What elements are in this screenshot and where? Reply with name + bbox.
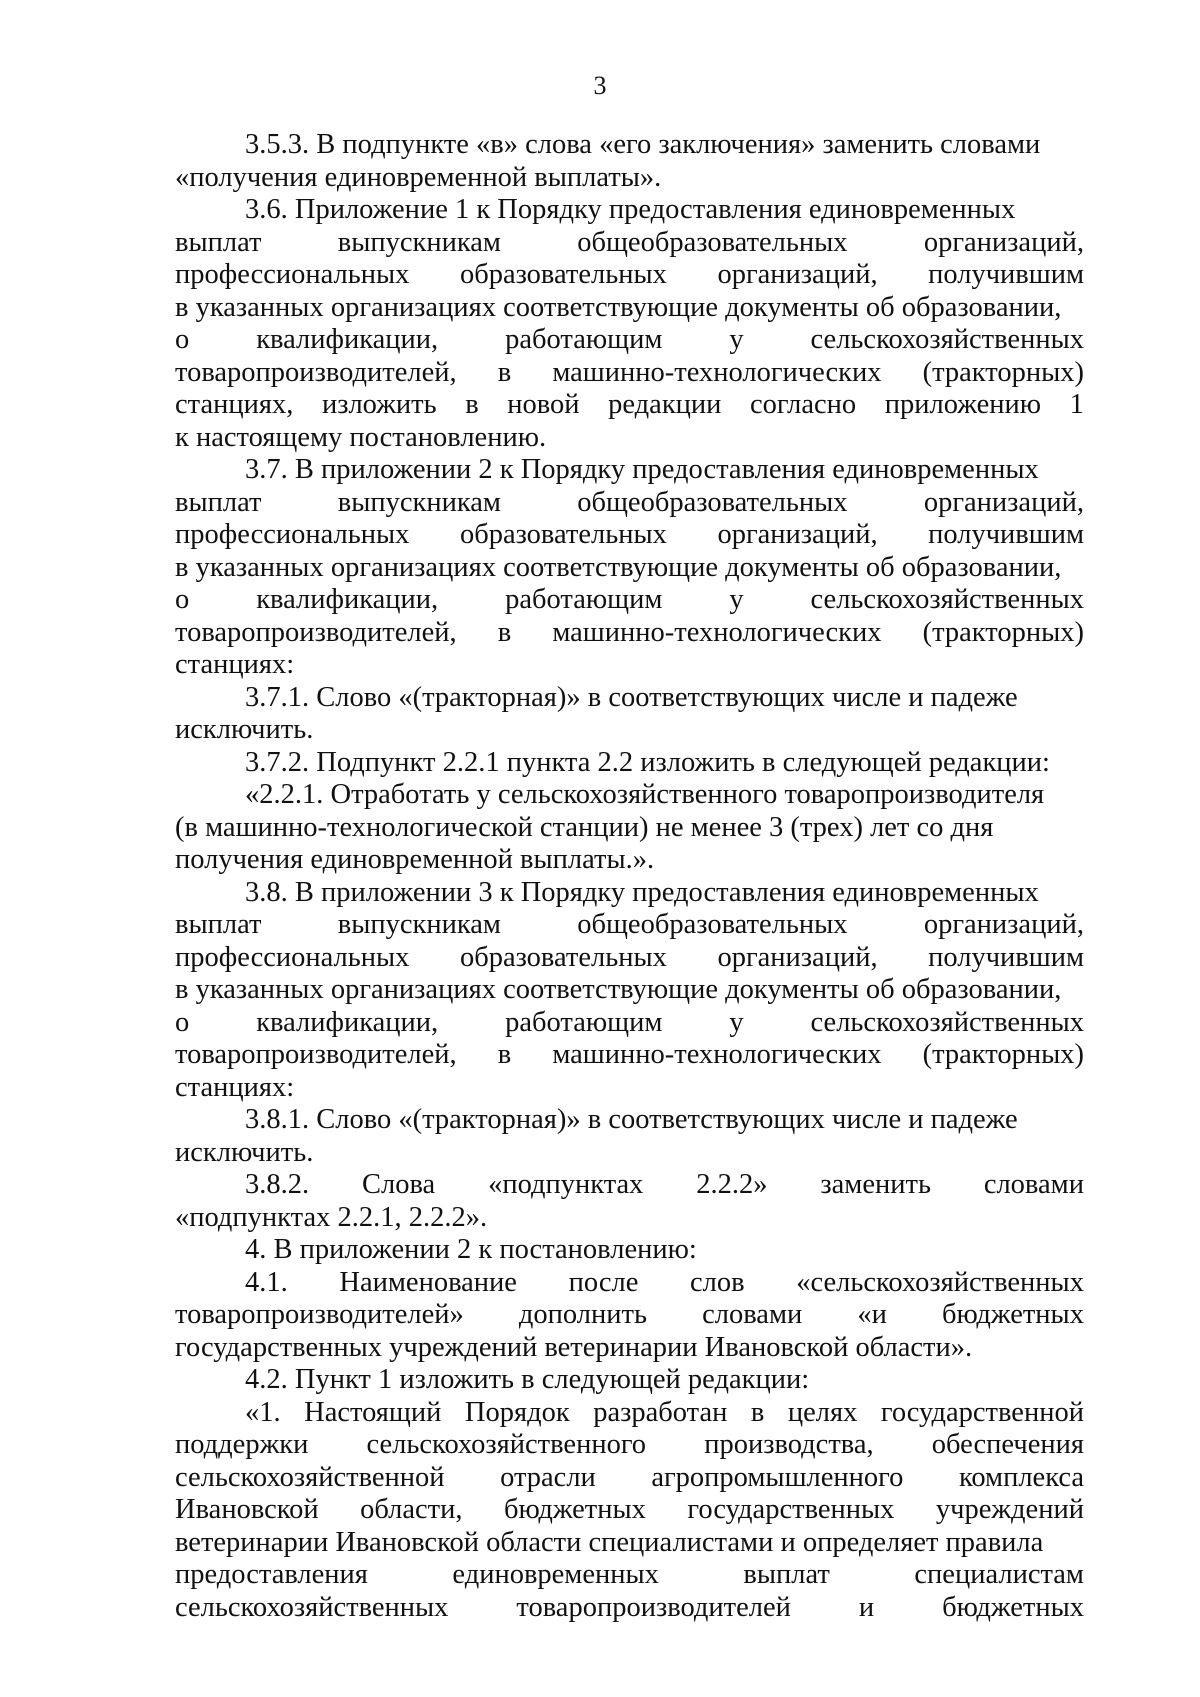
word: бюджетных xyxy=(942,1299,1084,1330)
text-line xyxy=(175,487,1084,520)
text-line: к настоящему постановлению. xyxy=(175,421,547,453)
word: организаций, xyxy=(717,519,878,550)
text-line: исключить. xyxy=(175,714,314,745)
word: и xyxy=(858,1591,875,1623)
word: товаропроизводителей, xyxy=(175,1039,457,1070)
word: комплекса xyxy=(958,1461,1084,1493)
word: выплат xyxy=(743,1559,830,1590)
word: профессиональных xyxy=(175,941,410,973)
word: выпускникам xyxy=(337,486,501,518)
word: (тракторных) xyxy=(922,616,1084,648)
word: приложению xyxy=(884,389,1042,420)
word: профессиональных xyxy=(175,519,410,550)
word: общеобразовательных xyxy=(577,486,848,518)
word: организаций, xyxy=(923,909,1084,940)
text-line: «2.2.1. Отработать у сельскохозяйственного товаропроизводителя xyxy=(245,779,1045,810)
word: получившим xyxy=(928,941,1084,973)
text-line xyxy=(175,324,1084,357)
word: в xyxy=(497,616,512,648)
text-line xyxy=(175,584,1084,617)
word: о xyxy=(175,584,190,615)
text-line xyxy=(175,1267,1084,1300)
word: работающим xyxy=(505,1006,663,1038)
word: целях xyxy=(787,1396,858,1428)
word: сельскохозяйственных xyxy=(810,1006,1084,1038)
text-line: 3.8.1. Слово «(тракторная)» в соответствующих числе и падеже xyxy=(245,1104,1018,1135)
word: товаропроизводителей xyxy=(516,1591,791,1623)
word: поддержки xyxy=(175,1429,309,1460)
text-line xyxy=(175,1169,1084,1202)
text-line xyxy=(175,1299,1084,1332)
word: Настоящий xyxy=(304,1396,442,1428)
word: (тракторных) xyxy=(922,1039,1084,1070)
text-line xyxy=(175,1494,1084,1527)
word: квалификации, xyxy=(256,1006,439,1038)
word: станциях, xyxy=(175,389,294,420)
text-line xyxy=(175,1007,1084,1040)
text-line xyxy=(175,1429,1084,1462)
text-line: в указанных организациях соответствующие документы об образовании, xyxy=(175,974,1062,1005)
word: общеобразовательных xyxy=(577,226,848,258)
word: выпускникам xyxy=(337,909,501,940)
text-line xyxy=(175,1592,1084,1625)
word: дополнить xyxy=(518,1299,647,1330)
word: у xyxy=(729,1006,744,1038)
word: сельскохозяйственных xyxy=(810,584,1084,615)
text-line: получения единовременной выплаты.». xyxy=(175,844,655,875)
word: «и xyxy=(857,1299,887,1330)
word: обеспечения xyxy=(931,1429,1084,1460)
word: согласно xyxy=(750,389,857,420)
word: товаропроизводителей, xyxy=(175,616,457,648)
document-body xyxy=(175,129,1084,1624)
word: квалификации, xyxy=(256,324,439,355)
word: агропромышленного xyxy=(651,1461,904,1493)
word: государственной xyxy=(880,1396,1084,1428)
word: после xyxy=(568,1266,639,1298)
word: организаций, xyxy=(923,226,1084,258)
word: образовательных xyxy=(459,259,667,290)
text-line xyxy=(175,617,1084,650)
word: товаропроизводителей, xyxy=(175,356,457,388)
word: организаций, xyxy=(717,259,878,290)
word: 2.2.2» xyxy=(696,1169,768,1200)
word: выплат xyxy=(175,909,262,940)
word: слов xyxy=(690,1266,745,1298)
word: в xyxy=(750,1396,765,1428)
text-line: (в машинно-технологической станции) не менее 3 (трех) лет со дня xyxy=(175,811,994,843)
word: бюджетных xyxy=(504,1494,646,1525)
text-line: исключить. xyxy=(175,1136,314,1168)
word: изложить xyxy=(321,389,437,420)
word: учреждений xyxy=(935,1494,1084,1525)
text-line: государственных учреждений ветеринарии Ивановской области». xyxy=(175,1331,973,1363)
word: словами xyxy=(702,1299,803,1330)
text-line: 3.6. Приложение 1 к Порядку предоставления единовременных xyxy=(245,194,1016,225)
word: выплат xyxy=(175,226,262,258)
text-line xyxy=(175,259,1084,292)
word: образовательных xyxy=(459,941,667,973)
text-line: 3.7. В приложении 2 к Порядку предоставления единовременных xyxy=(245,454,1039,485)
word: в xyxy=(497,1039,512,1070)
text-line xyxy=(175,1462,1084,1495)
word: машинно-технологических xyxy=(552,356,882,388)
text-line xyxy=(175,1397,1084,1430)
word: выплат xyxy=(175,486,262,518)
word: бюджетных xyxy=(942,1591,1084,1623)
text-line: в указанных организациях соответствующие документы об образовании, xyxy=(175,291,1062,323)
word: организаций, xyxy=(717,941,878,973)
word: профессиональных xyxy=(175,259,410,290)
text-line: «подпунктах 2.2.1, 2.2.2». xyxy=(175,1201,488,1233)
word: производства, xyxy=(704,1429,874,1460)
text-line: ветеринарии Ивановской области специалистами и определяет правила xyxy=(175,1526,1044,1558)
word: сельскохозяйственного xyxy=(366,1429,647,1460)
text-line: 3.7.2. Подпункт 2.2.1 пункта 2.2 изложить в следующей редакции: xyxy=(245,746,1050,778)
text-line: станциях: xyxy=(175,1071,295,1103)
word: о xyxy=(175,324,190,355)
word: Ивановской xyxy=(175,1494,319,1525)
word: сельскохозяйственной xyxy=(175,1461,445,1493)
word: «сельскохозяйственных xyxy=(796,1266,1084,1298)
word: отрасли xyxy=(500,1461,596,1493)
word: организаций, xyxy=(923,486,1084,518)
word: работающим xyxy=(505,324,663,355)
word: Порядок xyxy=(464,1396,570,1428)
word: «подпунктах xyxy=(488,1169,644,1200)
word: новой xyxy=(507,389,580,420)
word: сельскохозяйственных xyxy=(175,1591,449,1623)
word: в xyxy=(465,389,479,420)
word: товаропроизводителей» xyxy=(175,1299,464,1330)
text-line xyxy=(175,1559,1084,1592)
text-line xyxy=(175,389,1084,422)
word: государственных xyxy=(687,1494,895,1525)
text-line xyxy=(175,519,1084,552)
word: о xyxy=(175,1006,190,1038)
word: области, xyxy=(360,1494,463,1525)
text-line xyxy=(175,227,1084,260)
word: заменить xyxy=(820,1169,931,1200)
word: у xyxy=(729,584,744,615)
text-line xyxy=(175,1039,1084,1072)
word: «1. xyxy=(245,1396,281,1428)
word: в xyxy=(497,356,512,388)
word: машинно-технологических xyxy=(552,616,882,648)
word: квалификации, xyxy=(256,584,439,615)
text-line: станциях: xyxy=(175,649,295,680)
word: выпускникам xyxy=(337,226,501,258)
word: получившим xyxy=(928,259,1084,290)
word: общеобразовательных xyxy=(577,909,848,940)
word: редакции xyxy=(608,389,722,420)
text-line: 4.2. Пункт 1 изложить в следующей редакции: xyxy=(245,1364,810,1395)
word: у xyxy=(729,324,744,355)
text-line: 3.7.1. Слово «(тракторная)» в соответствующих числе и падеже xyxy=(245,681,1018,713)
word: получившим xyxy=(928,519,1084,550)
word: предоставления xyxy=(175,1559,368,1590)
word: Наименование xyxy=(339,1266,517,1298)
word: специалистам xyxy=(914,1559,1084,1590)
text-line xyxy=(175,909,1084,942)
text-line: 3.5.3. В подпункте «в» слова «его заключения» заменить словами xyxy=(245,129,1041,160)
word: 1 xyxy=(1069,389,1084,420)
word: 4.1. xyxy=(245,1266,288,1298)
word: машинно-технологических xyxy=(552,1039,882,1070)
text-line xyxy=(175,942,1084,975)
word: словами xyxy=(983,1169,1084,1200)
text-line: в указанных организациях соответствующие документы об образовании, xyxy=(175,551,1062,583)
word: (тракторных) xyxy=(922,356,1084,388)
text-line: «получения единовременной выплаты». xyxy=(175,161,662,193)
text-line: 4. В приложении 2 к постановлению: xyxy=(245,1234,697,1265)
word: работающим xyxy=(505,584,663,615)
word: Слова xyxy=(361,1169,436,1200)
word: разработан xyxy=(593,1396,728,1428)
word: образовательных xyxy=(459,519,667,550)
word: 3.8.2. xyxy=(245,1169,310,1200)
page-number: 3 xyxy=(593,71,607,100)
word: сельскохозяйственных xyxy=(810,324,1084,355)
word: единовременных xyxy=(452,1559,659,1590)
text-line: 3.8. В приложении 3 к Порядку предоставления единовременных xyxy=(245,876,1039,908)
text-line xyxy=(175,357,1084,390)
